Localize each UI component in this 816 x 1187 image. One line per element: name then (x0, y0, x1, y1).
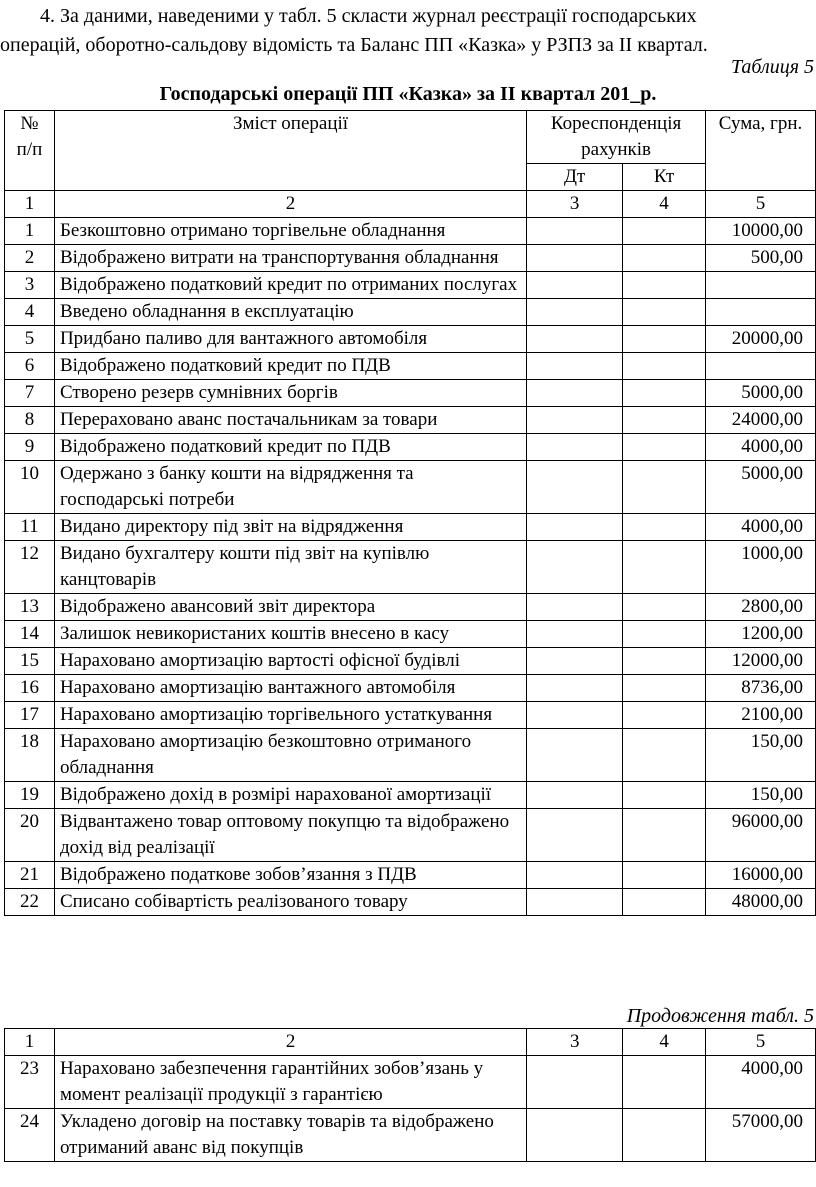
row-credit (623, 862, 706, 889)
table-row (5, 889, 816, 916)
row-operation-text: Видано директору під звіт на відрядження (54, 514, 526, 541)
row-amount (706, 299, 816, 326)
row-operation-text: Відображено витрати на транспортування обладнання (54, 245, 526, 272)
col-number: 1 (5, 191, 55, 218)
header-credit: Кт (623, 164, 706, 191)
table-row (5, 434, 816, 461)
row-credit (623, 889, 706, 916)
row-amount: 1200,00 (706, 621, 816, 648)
row-number: 4 (5, 299, 55, 326)
row-amount: 20000,00 (706, 326, 816, 353)
row-amount: 1000,00 (706, 541, 816, 594)
row-operation-text: Нараховано амортизацію вантажного автомобіля (54, 675, 526, 702)
row-number: 6 (5, 353, 55, 380)
row-number: 3 (5, 272, 55, 299)
table-row (5, 809, 816, 862)
row-amount: 24000,00 (706, 407, 816, 434)
row-operation-text: Придбано паливо для вантажного автомобіля (54, 326, 526, 353)
table-row (5, 299, 816, 326)
row-number: 5 (5, 326, 55, 353)
row-debit (527, 889, 623, 916)
row-credit (623, 461, 706, 514)
table-row (5, 514, 816, 541)
row-operation-text: Одержано з банку кошти на відрядження та господарські потреби (54, 461, 526, 514)
row-amount: 4000,00 (706, 514, 816, 541)
row-credit (623, 729, 706, 782)
row-number: 8 (5, 407, 55, 434)
row-credit (623, 299, 706, 326)
row-number: 11 (5, 514, 55, 541)
row-debit (527, 782, 623, 809)
row-number: 14 (5, 621, 55, 648)
task-line-1: 4. За даними, наведеними у табл. 5 скласти журнал реєстрації господарських (40, 5, 697, 27)
row-debit (527, 299, 623, 326)
row-amount: 2800,00 (706, 594, 816, 621)
table-row (5, 1056, 816, 1109)
table-label: Таблиця 5 (731, 56, 814, 78)
table-row (5, 648, 816, 675)
row-amount: 96000,00 (706, 809, 816, 862)
row-credit (623, 245, 706, 272)
row-credit (623, 272, 706, 299)
row-number: 21 (5, 862, 55, 889)
table-row (5, 353, 816, 380)
operations-table (4, 110, 816, 916)
header-row (5, 111, 816, 164)
row-debit (527, 729, 623, 782)
row-amount (706, 272, 816, 299)
row-operation-text: Видано бухгалтеру кошти під звіт на купівлю канцтоварів (54, 541, 526, 594)
table-row (5, 594, 816, 621)
row-credit (623, 809, 706, 862)
table-row (5, 621, 816, 648)
row-credit (623, 326, 706, 353)
table-row (5, 326, 816, 353)
row-amount: 5000,00 (706, 380, 816, 407)
row-debit (527, 648, 623, 675)
row-debit (527, 461, 623, 514)
row-number: 18 (5, 729, 55, 782)
row-amount: 10000,00 (706, 218, 816, 245)
table-title: Господарські операції ПП «Казка» за ІІ квартал 201_р. (159, 83, 657, 105)
row-operation-text: Відображено податковий кредит по отриманих послугах (54, 272, 526, 299)
row-operation-text: Нараховано амортизацію безкоштовно отриманого обладнання (54, 729, 526, 782)
row-debit (527, 702, 623, 729)
row-number: 7 (5, 380, 55, 407)
row-number: 12 (5, 541, 55, 594)
row-number: 9 (5, 434, 55, 461)
row-credit (623, 380, 706, 407)
row-debit (527, 809, 623, 862)
row-amount: 2100,00 (706, 702, 816, 729)
column-numbers-row (5, 1029, 816, 1056)
row-amount: 8736,00 (706, 675, 816, 702)
operations-table-continued (4, 1028, 816, 1162)
row-debit (527, 380, 623, 407)
row-amount: 12000,00 (706, 648, 816, 675)
row-debit (527, 621, 623, 648)
col-number: 1 (5, 1029, 55, 1056)
row-operation-text: Відвантажено товар оптовому покупцю та відображено дохід від реалізації (54, 809, 526, 862)
row-operation-text: Введено обладнання в експлуатацію (54, 299, 526, 326)
row-credit (623, 1056, 706, 1109)
row-credit (623, 541, 706, 594)
row-debit (527, 675, 623, 702)
header-content: Зміст операції (54, 111, 526, 191)
row-amount: 150,00 (706, 729, 816, 782)
row-operation-text: Укладено договір на поставку товарів та відображено отриманий аванс від покупців (54, 1109, 526, 1162)
task-text (0, 2, 816, 60)
row-operation-text: Відображено податкове зобов’язання з ПДВ (54, 862, 526, 889)
col-number: 3 (527, 1029, 623, 1056)
column-numbers-row (5, 191, 816, 218)
row-debit (527, 353, 623, 380)
row-operation-text: Створено резерв сумнівних боргів (54, 380, 526, 407)
table-row (5, 729, 816, 782)
row-amount: 150,00 (706, 782, 816, 809)
continuation-label: Продовження табл. 5 (626, 1005, 814, 1027)
table-row (5, 702, 816, 729)
row-amount: 48000,00 (706, 889, 816, 916)
row-debit (527, 1109, 623, 1162)
row-number: 17 (5, 702, 55, 729)
row-credit (623, 648, 706, 675)
task-line-2: операцій, оборотно-сальдову відомість та Баланс ПП «Казка» у РЗПЗ за ІІ квартал. (0, 34, 708, 56)
row-number: 23 (5, 1056, 55, 1109)
row-number: 15 (5, 648, 55, 675)
row-debit (527, 218, 623, 245)
header-correspondence: Кореспонденція рахунків (527, 111, 706, 164)
row-amount (706, 353, 816, 380)
row-operation-text: Безкоштовно отримано торгівельне обладнання (54, 218, 526, 245)
row-number: 16 (5, 675, 55, 702)
row-operation-text: Відображено податковий кредит по ПДВ (54, 353, 526, 380)
col-number: 2 (54, 191, 526, 218)
row-debit (527, 862, 623, 889)
row-credit (623, 514, 706, 541)
row-operation-text: Відображено дохід в розмірі нарахованої амортизації (54, 782, 526, 809)
row-debit (527, 407, 623, 434)
row-operation-text: Списано собівартість реалізованого товару (54, 889, 526, 916)
row-debit (527, 514, 623, 541)
row-number: 22 (5, 889, 55, 916)
row-credit (623, 675, 706, 702)
row-debit (527, 245, 623, 272)
row-amount: 500,00 (706, 245, 816, 272)
row-operation-text: Залишок невикористаних коштів внесено в касу (54, 621, 526, 648)
row-credit (623, 782, 706, 809)
row-credit (623, 218, 706, 245)
header-amount: Сума, грн. (706, 111, 816, 191)
row-debit (527, 594, 623, 621)
col-number: 4 (623, 1029, 706, 1056)
row-debit (527, 326, 623, 353)
row-debit (527, 434, 623, 461)
row-amount: 57000,00 (706, 1109, 816, 1162)
table-row (5, 675, 816, 702)
col-number: 3 (527, 191, 623, 218)
row-credit (623, 407, 706, 434)
row-credit (623, 702, 706, 729)
table-row (5, 407, 816, 434)
row-number: 2 (5, 245, 55, 272)
row-credit (623, 434, 706, 461)
table-row (5, 461, 816, 514)
row-debit (527, 272, 623, 299)
table-row (5, 541, 816, 594)
table-row (5, 218, 816, 245)
col-number: 2 (54, 1029, 526, 1056)
row-number: 20 (5, 809, 55, 862)
row-number: 24 (5, 1109, 55, 1162)
row-operation-text: Перераховано аванс постачальникам за товари (54, 407, 526, 434)
row-number: 1 (5, 218, 55, 245)
row-debit (527, 1056, 623, 1109)
table-row (5, 1109, 816, 1162)
col-number: 5 (706, 1029, 816, 1056)
table-row (5, 245, 816, 272)
col-number: 4 (623, 191, 706, 218)
row-operation-text: Нараховано амортизацію вартості офісної будівлі (54, 648, 526, 675)
table-row (5, 782, 816, 809)
row-credit (623, 353, 706, 380)
row-number: 10 (5, 461, 55, 514)
row-amount: 16000,00 (706, 862, 816, 889)
row-amount: 4000,00 (706, 434, 816, 461)
row-operation-text: Відображено авансовий звіт директора (54, 594, 526, 621)
row-amount: 4000,00 (706, 1056, 816, 1109)
table-row (5, 862, 816, 889)
row-credit (623, 1109, 706, 1162)
row-credit (623, 594, 706, 621)
header-number: № п/п (5, 111, 55, 191)
row-amount: 5000,00 (706, 461, 816, 514)
row-operation-text: Нараховано амортизацію торгівельного устаткування (54, 702, 526, 729)
row-credit (623, 621, 706, 648)
header-debit: Дт (527, 164, 623, 191)
table-row (5, 272, 816, 299)
row-operation-text: Відображено податковий кредит по ПДВ (54, 434, 526, 461)
row-number: 19 (5, 782, 55, 809)
col-number: 5 (706, 191, 816, 218)
row-operation-text: Нараховано забезпечення гарантійних зобов’язань у момент реалізації продукції з гарантією (54, 1056, 526, 1109)
row-number: 13 (5, 594, 55, 621)
row-debit (527, 541, 623, 594)
table-row (5, 380, 816, 407)
